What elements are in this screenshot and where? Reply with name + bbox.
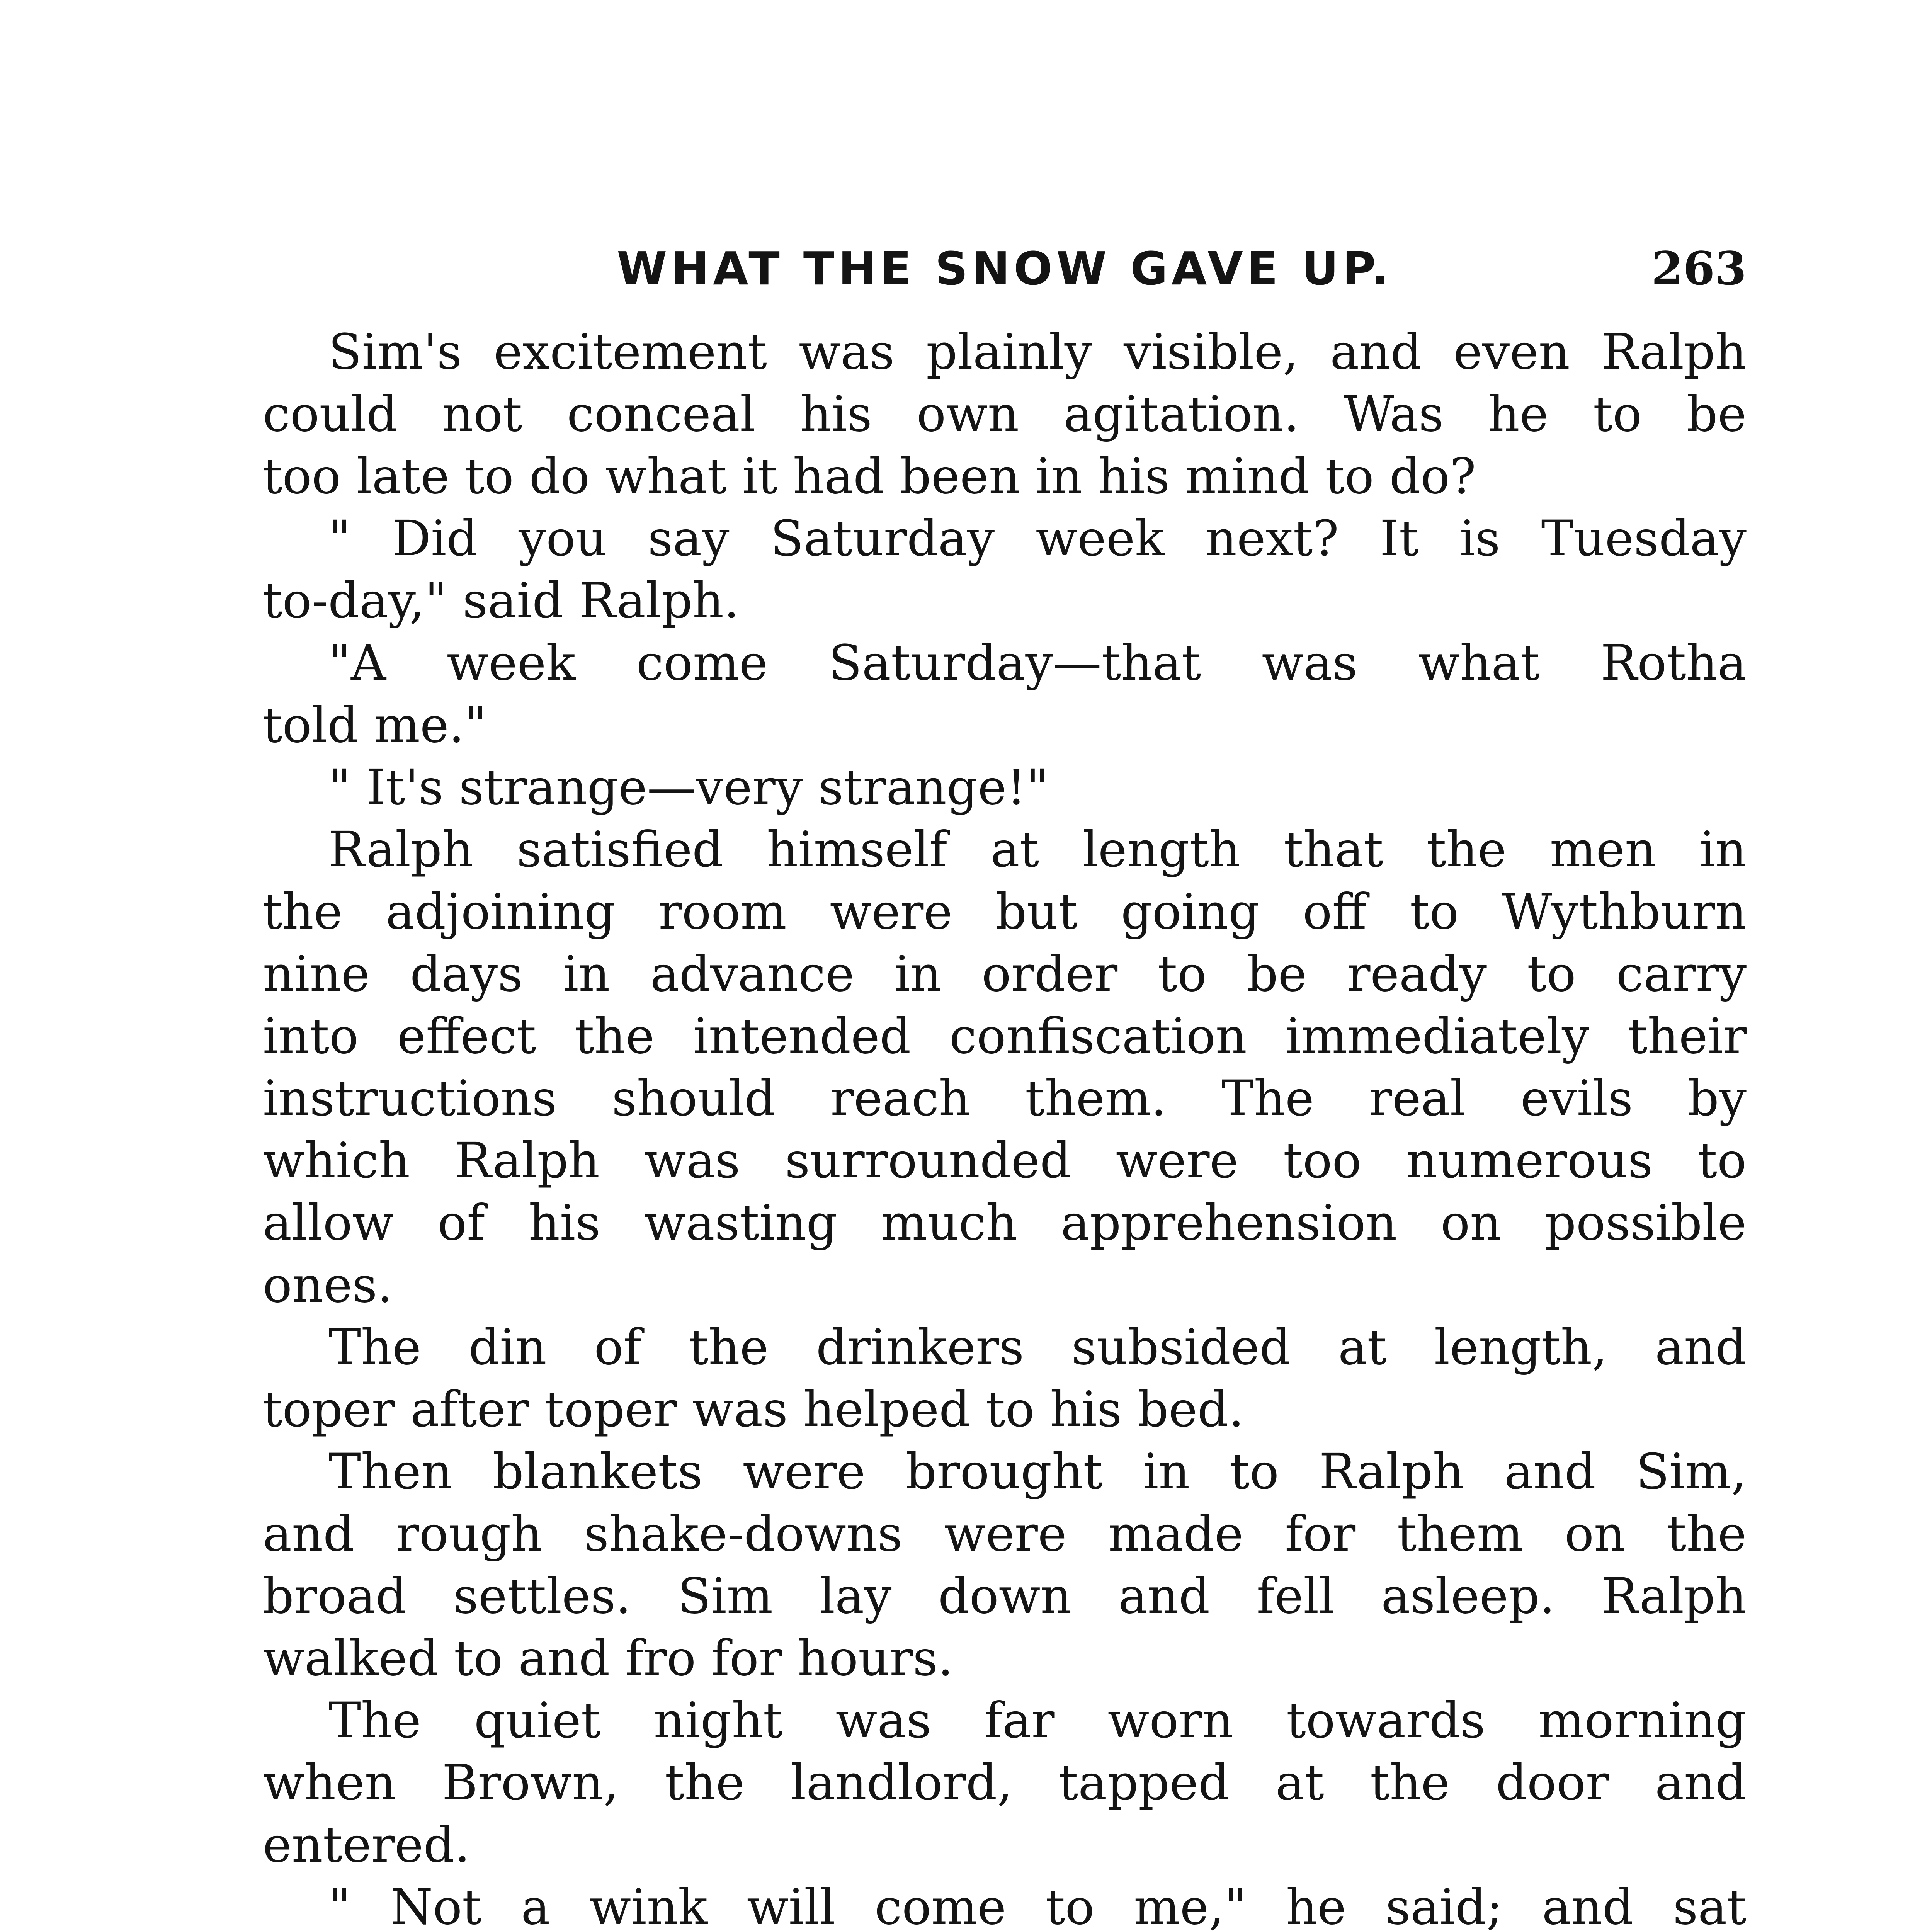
text-line: instructions should reach them. The real evils by: [263, 1070, 1747, 1127]
text-line: "A week come Saturday—that was what Rotha: [328, 634, 1747, 691]
text-line: and rough shake-downs were made for them on the: [263, 1505, 1747, 1562]
text-line: Ralph satisfied himself at length that the men in: [328, 821, 1747, 878]
running-title: WHAT THE SNOW GAVE UP.: [617, 242, 1393, 295]
text-line: walked to and fro for hours.: [263, 1630, 954, 1687]
text-line: The din of the drinkers subsided at length, and: [328, 1319, 1747, 1376]
page-header: [263, 232, 1747, 305]
text-line: broad settles. Sim lay down and fell asleep. Ralph: [263, 1568, 1747, 1624]
text-line: could not conceal his own agitation. Was he to be: [263, 386, 1747, 442]
text-line: told me.": [263, 697, 487, 753]
text-line: when Brown, the landlord, tapped at the door and: [263, 1754, 1747, 1811]
text-line: toper after toper was helped to his bed.: [263, 1381, 1244, 1438]
text-line: Then blankets were brought in to Ralph and Sim,: [328, 1443, 1747, 1500]
text-line: ones.: [263, 1257, 393, 1313]
text-line: " Not a wink will come to me," he said; and sat: [328, 1879, 1747, 1932]
text-line: into effect the intended confiscation immediately their: [263, 1008, 1747, 1065]
text-line: The quiet night was far worn towards morning: [328, 1692, 1747, 1749]
text-line: the adjoining room were but going off to Wythburn: [263, 883, 1747, 940]
text-line: " It's strange—very strange!": [328, 759, 1049, 816]
text-line: " Did you say Saturday week next? It is Tuesday: [328, 510, 1747, 567]
text-line: which Ralph was surrounded were too numerous to: [263, 1132, 1747, 1189]
page-number: 263: [1651, 242, 1747, 295]
text-line: too late to do what it had been in his mind to do?: [263, 448, 1476, 505]
text-line: Sim's excitement was plainly visible, and even Ralph: [328, 323, 1747, 380]
text-line: allow of his wasting much apprehension on possible: [263, 1194, 1747, 1251]
text-line: to-day," said Ralph.: [263, 572, 740, 629]
body-text: [263, 321, 1747, 1932]
text-line: entered.: [263, 1816, 470, 1873]
text-line: nine days in advance in order to be ready to carry: [263, 946, 1747, 1002]
